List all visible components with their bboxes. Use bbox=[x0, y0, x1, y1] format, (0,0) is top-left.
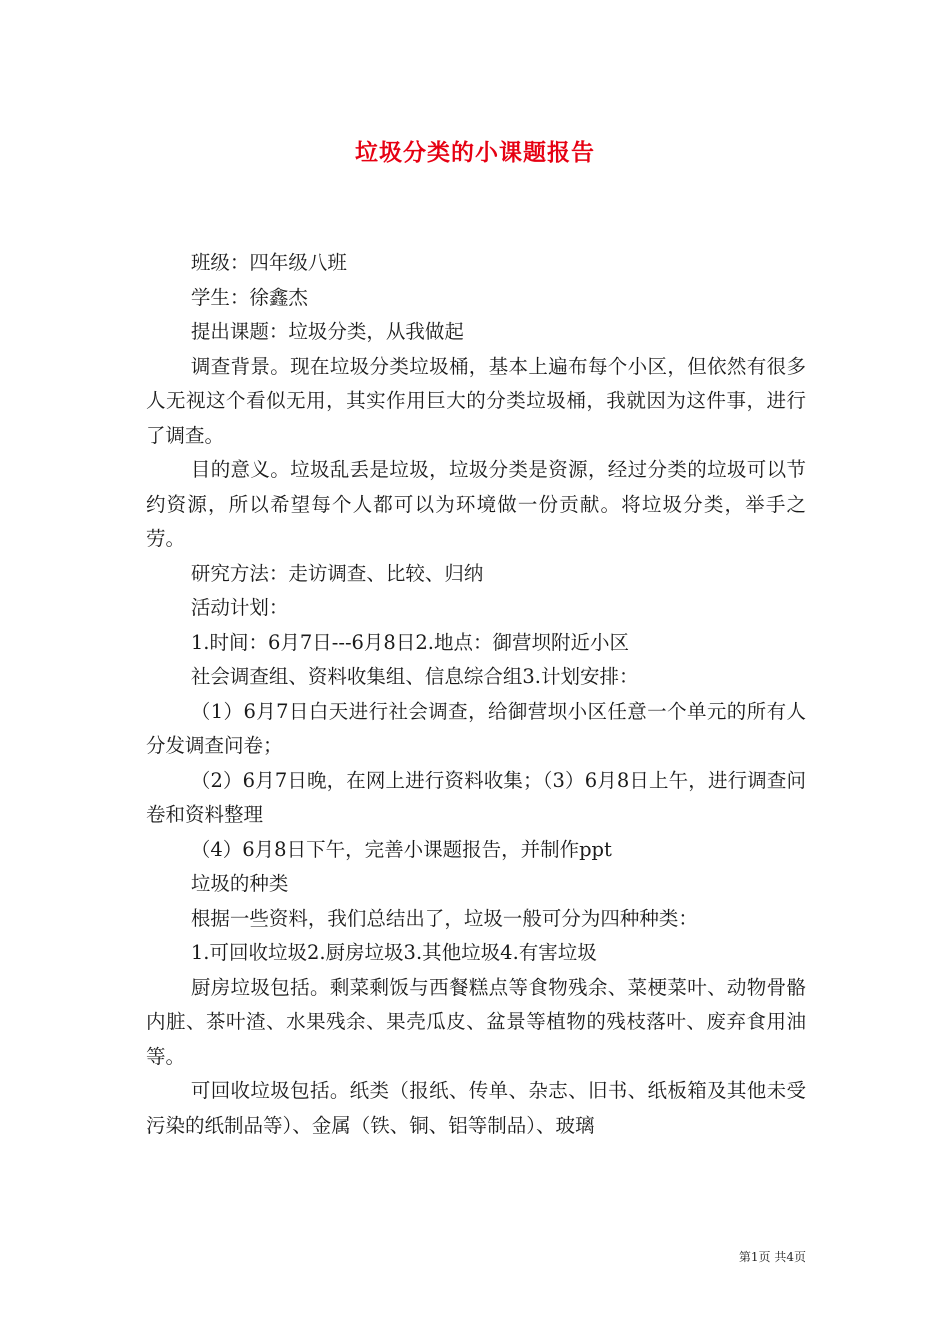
paragraph-class: 班级：四年级八班 bbox=[190, 251, 347, 274]
paragraph-purpose: 目的意义。垃圾乱丢是垃圾，垃圾分类是资源，经过分类的垃圾可以节约资源，所以希望每个人都可以为环境做一份贡献。将垃圾分类，举手之劳。 bbox=[146, 458, 806, 550]
document-body bbox=[146, 246, 806, 1143]
paragraph-types-intro: 根据一些资料，我们总结出了，垃圾一般可分为四种种类： bbox=[190, 906, 698, 930]
paragraph-types-list: 1.可回收垃圾2.厨房垃圾3.其他垃圾4.有害垃圾 bbox=[190, 941, 597, 964]
paragraph-groups: 社会调查组、资料收集组、信息综合组3.计划安排： bbox=[190, 665, 639, 688]
paragraph-student: 学生：徐鑫杰 bbox=[190, 285, 308, 309]
paragraph-time-place: 1.时间：6月7日---6月8日2.地点：御营坝附近小区 bbox=[190, 630, 629, 654]
paragraph-background: 调查背景。现在垃圾分类垃圾桶，基本上遍布每个小区，但依然有很多人无视这个看似无用，其实作用巨大的分类垃圾桶，我就因为这件事，进行了调查。 bbox=[146, 354, 806, 447]
paragraph-plan-4: （4）6月8日下午，完善小课题报告，并制作ppt bbox=[190, 837, 612, 861]
paragraph-plan-1: （1）6月7日白天进行社会调查，给御营坝小区任意一个单元的所有人分发调查问卷； bbox=[146, 699, 806, 757]
paragraph-types-heading: 垃圾的种类 bbox=[190, 872, 289, 895]
paragraph-plan-2-3: （2）6月7日晚，在网上进行资料收集；（3）6月8日上午，进行调查问卷和资料整理 bbox=[146, 768, 806, 826]
page-footer: 第1页 共4页 bbox=[738, 1250, 806, 1264]
paragraph-recyclable: 可回收垃圾包括。纸类（报纸、传单、杂志、旧书、纸板箱及其他未受污染的纸制品等）、金属（铁、铜、铝等制品）、玻璃 bbox=[146, 1079, 806, 1137]
paragraph-method: 研究方法：走访调查、比较、归纳 bbox=[190, 561, 484, 585]
paragraph-topic: 提出课题：垃圾分类，从我做起 bbox=[190, 320, 464, 343]
paragraph-kitchen-waste: 厨房垃圾包括。剩菜剩饭与西餐糕点等食物残余、菜梗菜叶、动物骨骼内脏、茶叶渣、水果残余、果壳瓜皮、盆景等植物的残枝落叶、废弃食用油等。 bbox=[146, 975, 806, 1068]
document-title: 垃圾分类的小课题报告 bbox=[355, 139, 595, 166]
paragraph-plan-heading: 活动计划： bbox=[190, 596, 289, 619]
